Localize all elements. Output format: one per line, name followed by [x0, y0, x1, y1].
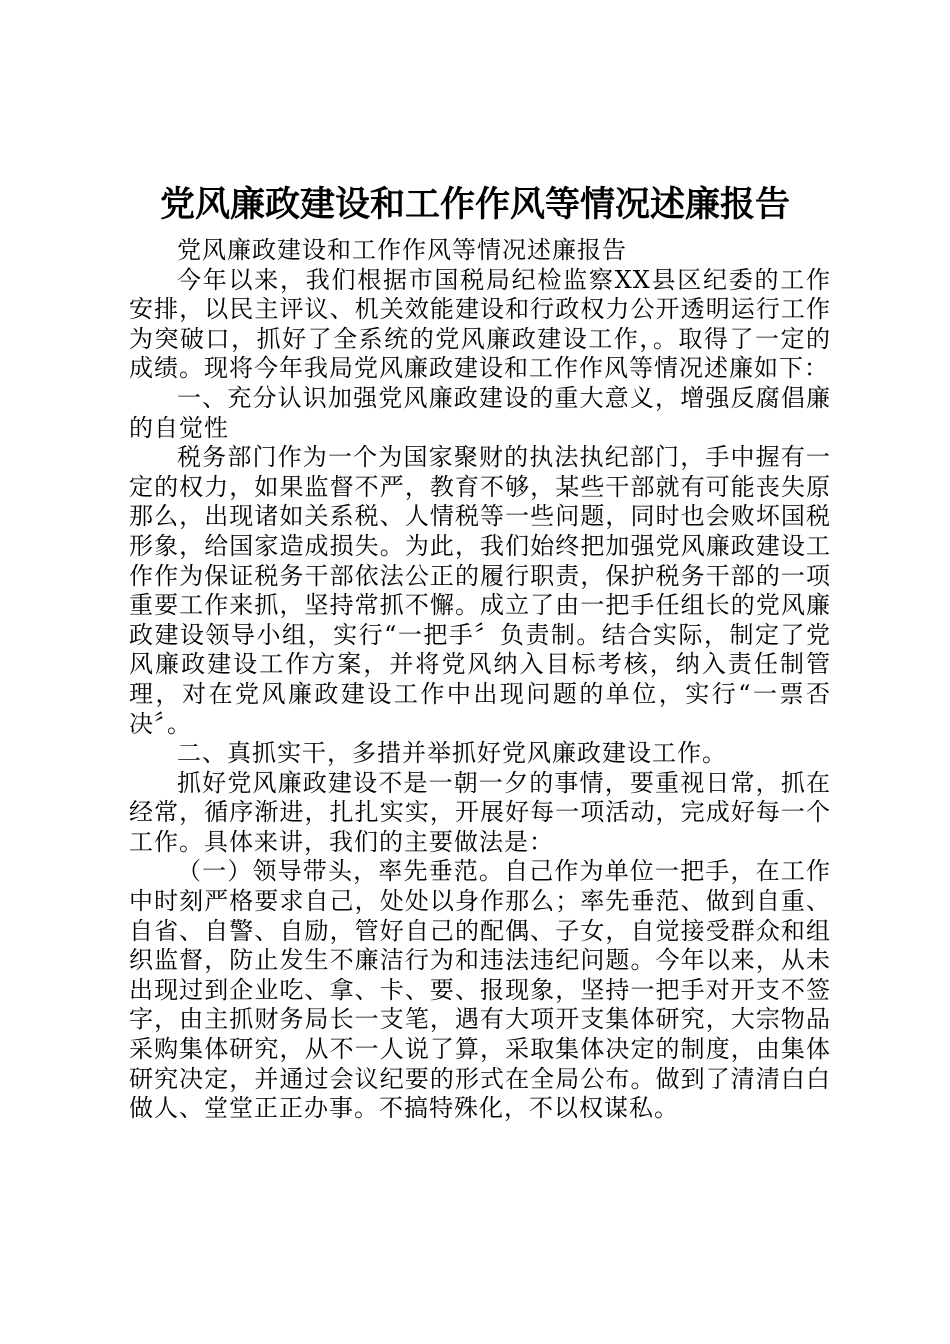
section-heading-2: 二、真抓实干，多措并举抓好党风廉政建设工作。	[177, 739, 727, 768]
document-title: 党风廉政建设和工作作风等情况述廉报告	[159, 184, 790, 225]
paragraph-section-2: 抓好党风廉政建设不是一朝一夕的事情，要重视日常，抓在经常，循序渐进，扎扎实实，开展好每一项活动，完成好每一个工作。具体来讲，我们的主要做法是：	[129, 768, 831, 856]
section-heading-1: 一、充分认识加强党风廉政建设的重大意义，增强反腐倡廉的自觉性	[129, 383, 831, 442]
paragraph-subsection-1: （一）领导带头，率先垂范。自己作为单位一把手，在工作中时刻严格要求自己，处处以身作那么；率先垂范、做到自重、自省、自警、自励，管好自己的配偶、子女，自觉接受群众和组织监督，防止发生不廉洁行为和违法违纪问题。今年以来，从未出现过到企业吃、拿、卡、要、报现象，坚持一把手对开支不签字，由主抓财务局长一支笔，遇有大项开支集体研究，大宗物品采购集体研究，从不一人说了算，采取集体决定的制度，由集体研究决定，并通过会议纪要的形式在全局公布。做到了清清白白做人、堂堂正正办事。不搞特殊化，不以权谋私。	[129, 857, 831, 1123]
document-body	[129, 236, 831, 1124]
paragraph-subtitle: 党风廉政建设和工作作风等情况述廉报告	[177, 236, 627, 264]
paragraph-section-1: 税务部门作为一个为国家聚财的执法执纪部门，手中握有一定的权力，如果监督不严，教育不够，某些干部就有可能丧失原那么，出现诸如关系税、人情税等一些问题，同时也会败坏国税形象，给国家造成损失。为此，我们始终把加强党风廉政建设工作作为保证税务干部依法公正的履行职责，保护税务干部的一项重要工作来抓，坚持常抓不懈。成立了由一把手任组长的党风廉政建设领导小组，实行“一把手〞负责制。结合实际，制定了党风廉政建设工作方案，并将党风纳入目标考核，纳入责任制管理，对在党风廉政建设工作中出现问题的单位，实行“一票否决〞。	[129, 443, 831, 738]
paragraph-intro: 今年以来，我们根据市国税局纪检监察XX县区纪委的工作安排，以民主评议、机关效能建设和行政权力公开透明运行工作为突破口，抓好了全系统的党风廉政建设工作，。取得了一定的成绩。现将今年我局党风廉政建设和工作作风等情况述廉如下：	[129, 265, 831, 383]
